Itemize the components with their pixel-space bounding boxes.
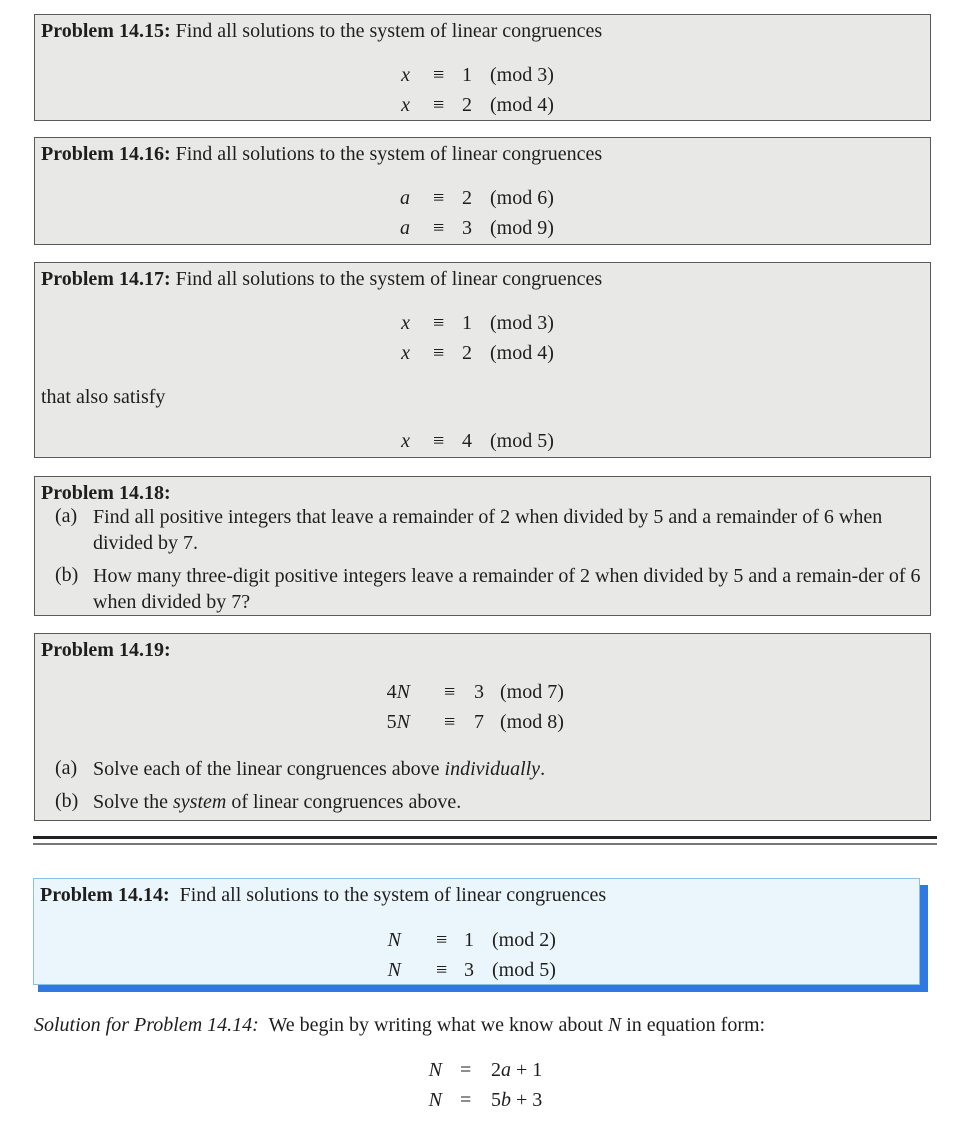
eq-value: 1: [462, 64, 472, 86]
part-text: [93, 756, 927, 782]
featured-problem-box-14-14: [33, 878, 920, 985]
eq-rhs-variable: b: [501, 1089, 511, 1111]
problem-heading: [41, 267, 924, 291]
eq-modulus: (mod 2): [492, 929, 556, 951]
part-label: (a): [55, 505, 78, 527]
equation-row: [0, 1088, 960, 1116]
eq-modulus: (mod 5): [490, 430, 554, 452]
problem-heading: [41, 481, 924, 505]
page-separator-thick: [33, 836, 937, 839]
eq-rhs-coefficient: 2: [491, 1059, 501, 1081]
problem-box-14-16: [34, 137, 931, 245]
eq-modulus: (mod 6): [490, 187, 554, 209]
eq-relation: ≡: [444, 681, 456, 703]
equation-row: [35, 311, 930, 339]
eq-relation: ≡: [433, 430, 445, 452]
equation-row: [35, 710, 930, 738]
equation-row: [0, 1058, 960, 1086]
eq-relation: =: [460, 1059, 472, 1081]
eq-value: 2: [462, 187, 472, 209]
problem-heading: [41, 19, 924, 43]
eq-lhs: N: [387, 959, 401, 981]
equation-row: [35, 341, 930, 369]
eq-relation: =: [460, 1089, 472, 1111]
problem-text: Find all solutions to the system of linear congruences: [175, 268, 603, 290]
eq-relation: ≡: [436, 929, 448, 951]
eq-coefficient: 4: [386, 681, 397, 703]
eq-value: 2: [462, 94, 472, 116]
problem-label: Problem 14.17:: [41, 268, 171, 290]
eq-modulus: (mod 5): [492, 959, 556, 981]
equation-row: [35, 680, 930, 708]
eq-rhs: [491, 1058, 542, 1082]
part-text-emphasis: system: [173, 791, 227, 813]
problem-box-14-18: [34, 476, 931, 616]
part-text-emphasis: individually: [444, 758, 541, 780]
problem-label: Problem 14.15:: [41, 20, 171, 42]
eq-relation: ≡: [433, 312, 445, 334]
eq-relation: ≡: [444, 711, 456, 733]
eq-value: 4: [462, 430, 472, 452]
eq-coefficient: 5: [386, 711, 397, 733]
problem-box-14-17: [34, 262, 931, 458]
problem-box-14-19: [34, 633, 931, 821]
eq-value: 3: [462, 217, 472, 239]
eq-relation: ≡: [433, 64, 445, 86]
eq-lhs: N: [428, 1089, 442, 1111]
eq-value: 3: [474, 681, 484, 703]
equation-row: [35, 186, 930, 214]
eq-modulus: (mod 4): [490, 94, 554, 116]
eq-modulus: (mod 7): [500, 681, 564, 703]
eq-lhs: N: [387, 929, 401, 951]
eq-lhs: N: [428, 1059, 442, 1081]
eq-variable: N: [396, 711, 410, 733]
eq-rhs-rest: + 3: [511, 1089, 543, 1111]
eq-lhs: a: [400, 217, 410, 239]
eq-value: 1: [464, 929, 474, 951]
eq-modulus: (mod 4): [490, 342, 554, 364]
part-text-pre: Solve each of the linear congruences above: [93, 758, 445, 780]
eq-value: 7: [474, 711, 484, 733]
eq-value: 1: [462, 312, 472, 334]
problem-middle-text: that also satisfy: [41, 386, 166, 408]
eq-value: 3: [464, 959, 474, 981]
equation-row: [34, 958, 919, 986]
part-text: Find all positive integers that leave a remainder of 2 when divided by 5 and a remainder of 6 when divided by 7.: [93, 506, 883, 554]
problem-text: Find all solutions to the system of linear congruences: [179, 884, 607, 906]
equation-row: [35, 93, 930, 121]
problem-text: Find all solutions to the system of linear congruences: [175, 143, 603, 165]
eq-lhs: x: [401, 312, 410, 334]
page-separator-thin: [33, 843, 937, 845]
eq-modulus: (mod 8): [500, 711, 564, 733]
equation-row: [35, 63, 930, 91]
equation-row: [34, 928, 919, 956]
eq-lhs: [387, 710, 410, 734]
eq-relation: ≡: [433, 217, 445, 239]
eq-lhs: x: [401, 430, 410, 452]
equation-row: [35, 216, 930, 244]
eq-relation: ≡: [433, 187, 445, 209]
problem-heading: [40, 883, 913, 907]
eq-lhs: x: [401, 342, 410, 364]
eq-lhs: x: [401, 94, 410, 116]
problem-label: Problem 14.18:: [41, 482, 171, 504]
eq-modulus: (mod 3): [490, 64, 554, 86]
eq-lhs: x: [401, 64, 410, 86]
eq-variable: N: [396, 681, 410, 703]
problem-label: Problem 14.14:: [40, 884, 170, 906]
eq-relation: ≡: [433, 94, 445, 116]
part-text: How many three-digit positive integers leave a remainder of 2 when divided by 5 and a remain-der of 6 when divided by 7?: [93, 565, 921, 613]
problem-label: Problem 14.16:: [41, 143, 171, 165]
part-label: (b): [55, 564, 79, 586]
problem-heading: [41, 142, 924, 166]
part-text-post: of linear congruences above.: [226, 791, 462, 813]
solution-intro: [34, 1013, 765, 1037]
part-label: (b): [55, 790, 79, 812]
eq-value: 2: [462, 342, 472, 364]
eq-relation: ≡: [433, 342, 445, 364]
eq-relation: ≡: [436, 959, 448, 981]
part-label: (a): [55, 757, 78, 779]
problem-heading: [41, 638, 924, 662]
eq-rhs-rest: + 1: [511, 1059, 543, 1081]
eq-rhs-coefficient: 5: [491, 1089, 501, 1111]
solution-label: Solution for Problem 14.14:: [34, 1014, 259, 1036]
eq-modulus: (mod 3): [490, 312, 554, 334]
eq-lhs: a: [400, 187, 410, 209]
eq-rhs-variable: a: [501, 1059, 511, 1081]
problem-text: Find all solutions to the system of linear congruences: [175, 20, 603, 42]
solution-text-post: in equation form:: [621, 1014, 766, 1036]
part-text: [93, 789, 927, 815]
part-text-pre: Solve the: [93, 791, 173, 813]
problem-box-14-15: [34, 14, 931, 121]
eq-modulus: (mod 9): [490, 217, 554, 239]
eq-rhs: [491, 1088, 542, 1112]
solution-text-pre: We begin by writing what we know about: [268, 1014, 608, 1036]
solution-text-var: N: [607, 1014, 622, 1036]
problem-label: Problem 14.19:: [41, 639, 171, 661]
equation-row: [35, 429, 930, 457]
part-text-post: .: [540, 758, 546, 780]
eq-lhs: [387, 680, 410, 704]
